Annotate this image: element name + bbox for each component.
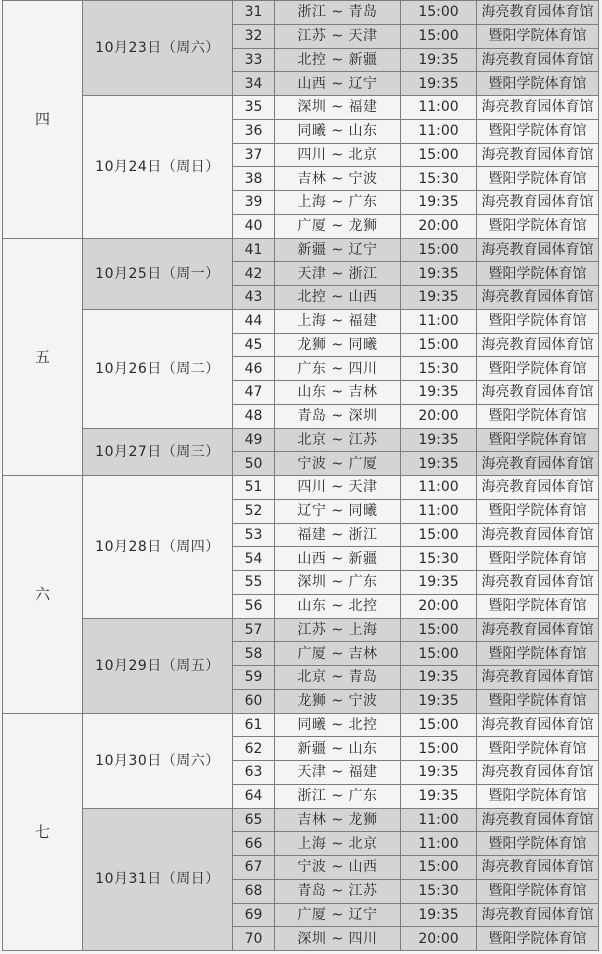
- matchup-cell: 辽宁 ~ 同曦: [275, 499, 401, 523]
- game-number-cell: 66: [233, 832, 275, 856]
- game-number-cell: 40: [233, 214, 275, 238]
- table-row: [3, 309, 599, 333]
- game-number-cell: 69: [233, 903, 275, 927]
- venue-cell: 海亮教育园体育馆: [477, 903, 599, 927]
- game-number-cell: 62: [233, 737, 275, 761]
- game-number-cell: 67: [233, 856, 275, 880]
- date-cell: 10月25日（周一）: [83, 238, 233, 309]
- time-cell: 19:35: [401, 666, 477, 690]
- time-cell: 11:00: [401, 476, 477, 500]
- venue-cell: 暨阳学院体育馆: [477, 927, 599, 951]
- game-number-cell: 36: [233, 119, 275, 143]
- venue-cell: 海亮教育园体育馆: [477, 618, 599, 642]
- venue-cell: 暨阳学院体育馆: [477, 119, 599, 143]
- table-row: [3, 428, 599, 452]
- matchup-cell: 宁波 ~ 广厦: [275, 452, 401, 476]
- venue-cell: 海亮教育园体育馆: [477, 761, 599, 785]
- date-cell: 10月28日（周四）: [83, 476, 233, 619]
- matchup-cell: 广东 ~ 四川: [275, 357, 401, 381]
- table-row: [3, 1, 599, 25]
- time-cell: 15:30: [401, 547, 477, 571]
- venue-cell: 暨阳学院体育馆: [477, 784, 599, 808]
- time-cell: 19:35: [401, 571, 477, 595]
- venue-cell: 暨阳学院体育馆: [477, 24, 599, 48]
- matchup-cell: 青岛 ~ 深圳: [275, 404, 401, 428]
- game-number-cell: 55: [233, 571, 275, 595]
- matchup-cell: 北京 ~ 青岛: [275, 666, 401, 690]
- game-number-cell: 64: [233, 784, 275, 808]
- matchup-cell: 北控 ~ 新疆: [275, 48, 401, 72]
- time-cell: 19:35: [401, 262, 477, 286]
- game-number-cell: 70: [233, 927, 275, 951]
- table-row: [3, 808, 599, 832]
- game-number-cell: 53: [233, 523, 275, 547]
- table-row: [3, 96, 599, 120]
- venue-cell: 暨阳学院体育馆: [477, 642, 599, 666]
- venue-cell: 暨阳学院体育馆: [477, 689, 599, 713]
- time-cell: 15:00: [401, 24, 477, 48]
- matchup-cell: 山西 ~ 辽宁: [275, 72, 401, 96]
- matchup-cell: 深圳 ~ 广东: [275, 571, 401, 595]
- matchup-cell: 江苏 ~ 上海: [275, 618, 401, 642]
- date-cell: 10月24日（周日）: [83, 96, 233, 239]
- date-cell: 10月30日（周六）: [83, 713, 233, 808]
- matchup-cell: 龙狮 ~ 宁波: [275, 689, 401, 713]
- matchup-cell: 广厦 ~ 辽宁: [275, 903, 401, 927]
- game-number-cell: 50: [233, 452, 275, 476]
- table-row: [3, 713, 599, 737]
- venue-cell: 暨阳学院体育馆: [477, 357, 599, 381]
- schedule-body: [3, 1, 599, 951]
- date-cell: 10月31日（周日）: [83, 808, 233, 951]
- venue-cell: 海亮教育园体育馆: [477, 808, 599, 832]
- game-number-cell: 56: [233, 594, 275, 618]
- time-cell: 19:35: [401, 286, 477, 310]
- venue-cell: 海亮教育园体育馆: [477, 476, 599, 500]
- time-cell: 15:00: [401, 238, 477, 262]
- venue-cell: 暨阳学院体育馆: [477, 72, 599, 96]
- matchup-cell: 上海 ~ 广东: [275, 191, 401, 215]
- game-number-cell: 42: [233, 262, 275, 286]
- time-cell: 15:30: [401, 879, 477, 903]
- venue-cell: 海亮教育园体育馆: [477, 96, 599, 120]
- matchup-cell: 天津 ~ 福建: [275, 761, 401, 785]
- venue-cell: 暨阳学院体育馆: [477, 832, 599, 856]
- game-number-cell: 61: [233, 713, 275, 737]
- time-cell: 19:35: [401, 761, 477, 785]
- matchup-cell: 上海 ~ 北京: [275, 832, 401, 856]
- date-cell: 10月29日（周五）: [83, 618, 233, 713]
- game-number-cell: 47: [233, 381, 275, 405]
- game-number-cell: 32: [233, 24, 275, 48]
- game-number-cell: 33: [233, 48, 275, 72]
- time-cell: 15:00: [401, 523, 477, 547]
- matchup-cell: 四川 ~ 天津: [275, 476, 401, 500]
- time-cell: 19:35: [401, 452, 477, 476]
- game-number-cell: 59: [233, 666, 275, 690]
- venue-cell: 暨阳学院体育馆: [477, 737, 599, 761]
- matchup-cell: 浙江 ~ 青岛: [275, 1, 401, 25]
- round-cell: 四: [3, 1, 83, 239]
- matchup-cell: 北京 ~ 江苏: [275, 428, 401, 452]
- venue-cell: 暨阳学院体育馆: [477, 879, 599, 903]
- time-cell: 11:00: [401, 499, 477, 523]
- time-cell: 15:30: [401, 167, 477, 191]
- game-number-cell: 31: [233, 1, 275, 25]
- venue-cell: 海亮教育园体育馆: [477, 523, 599, 547]
- venue-cell: 暨阳学院体育馆: [477, 428, 599, 452]
- time-cell: 15:00: [401, 713, 477, 737]
- time-cell: 19:35: [401, 381, 477, 405]
- venue-cell: 暨阳学院体育馆: [477, 404, 599, 428]
- matchup-cell: 四川 ~ 北京: [275, 143, 401, 167]
- matchup-cell: 天津 ~ 浙江: [275, 262, 401, 286]
- round-cell: 七: [3, 713, 83, 951]
- time-cell: 19:35: [401, 72, 477, 96]
- matchup-cell: 山东 ~ 吉林: [275, 381, 401, 405]
- game-number-cell: 38: [233, 167, 275, 191]
- date-cell: 10月23日（周六）: [83, 1, 233, 96]
- venue-cell: 海亮教育园体育馆: [477, 381, 599, 405]
- game-number-cell: 48: [233, 404, 275, 428]
- matchup-cell: 广厦 ~ 龙狮: [275, 214, 401, 238]
- time-cell: 15:00: [401, 143, 477, 167]
- game-number-cell: 60: [233, 689, 275, 713]
- time-cell: 15:00: [401, 1, 477, 25]
- venue-cell: 暨阳学院体育馆: [477, 499, 599, 523]
- time-cell: 11:00: [401, 832, 477, 856]
- venue-cell: 海亮教育园体育馆: [477, 452, 599, 476]
- table-row: [3, 238, 599, 262]
- matchup-cell: 龙狮 ~ 同曦: [275, 333, 401, 357]
- game-number-cell: 35: [233, 96, 275, 120]
- time-cell: 15:00: [401, 737, 477, 761]
- time-cell: 20:00: [401, 594, 477, 618]
- matchup-cell: 北控 ~ 山西: [275, 286, 401, 310]
- game-number-cell: 52: [233, 499, 275, 523]
- venue-cell: 暨阳学院体育馆: [477, 214, 599, 238]
- game-number-cell: 34: [233, 72, 275, 96]
- schedule-table: [2, 0, 599, 951]
- round-cell: 五: [3, 238, 83, 476]
- time-cell: 11:00: [401, 119, 477, 143]
- game-number-cell: 46: [233, 357, 275, 381]
- matchup-cell: 新疆 ~ 辽宁: [275, 238, 401, 262]
- time-cell: 15:00: [401, 618, 477, 642]
- time-cell: 15:00: [401, 856, 477, 880]
- date-cell: 10月27日（周三）: [83, 428, 233, 476]
- game-number-cell: 63: [233, 761, 275, 785]
- venue-cell: 海亮教育园体育馆: [477, 333, 599, 357]
- time-cell: 19:35: [401, 191, 477, 215]
- time-cell: 15:00: [401, 642, 477, 666]
- game-number-cell: 44: [233, 309, 275, 333]
- venue-cell: 暨阳学院体育馆: [477, 167, 599, 191]
- matchup-cell: 山西 ~ 新疆: [275, 547, 401, 571]
- game-number-cell: 43: [233, 286, 275, 310]
- time-cell: 20:00: [401, 404, 477, 428]
- venue-cell: 暨阳学院体育馆: [477, 594, 599, 618]
- venue-cell: 海亮教育园体育馆: [477, 286, 599, 310]
- game-number-cell: 58: [233, 642, 275, 666]
- date-cell: 10月26日（周二）: [83, 309, 233, 428]
- time-cell: 11:00: [401, 96, 477, 120]
- time-cell: 19:35: [401, 903, 477, 927]
- venue-cell: 海亮教育园体育馆: [477, 191, 599, 215]
- round-cell: 六: [3, 476, 83, 714]
- time-cell: 19:35: [401, 428, 477, 452]
- matchup-cell: 广厦 ~ 吉林: [275, 642, 401, 666]
- matchup-cell: 新疆 ~ 山东: [275, 737, 401, 761]
- matchup-cell: 青岛 ~ 江苏: [275, 879, 401, 903]
- game-number-cell: 49: [233, 428, 275, 452]
- matchup-cell: 山东 ~ 北控: [275, 594, 401, 618]
- matchup-cell: 江苏 ~ 天津: [275, 24, 401, 48]
- time-cell: 19:35: [401, 689, 477, 713]
- matchup-cell: 吉林 ~ 龙狮: [275, 808, 401, 832]
- game-number-cell: 57: [233, 618, 275, 642]
- time-cell: 15:00: [401, 333, 477, 357]
- venue-cell: 海亮教育园体育馆: [477, 1, 599, 25]
- matchup-cell: 浙江 ~ 广东: [275, 784, 401, 808]
- venue-cell: 海亮教育园体育馆: [477, 856, 599, 880]
- time-cell: 20:00: [401, 927, 477, 951]
- matchup-cell: 同曦 ~ 北控: [275, 713, 401, 737]
- matchup-cell: 同曦 ~ 山东: [275, 119, 401, 143]
- game-number-cell: 39: [233, 191, 275, 215]
- matchup-cell: 深圳 ~ 四川: [275, 927, 401, 951]
- venue-cell: 海亮教育园体育馆: [477, 571, 599, 595]
- venue-cell: 海亮教育园体育馆: [477, 666, 599, 690]
- matchup-cell: 福建 ~ 浙江: [275, 523, 401, 547]
- venue-cell: 暨阳学院体育馆: [477, 262, 599, 286]
- game-number-cell: 65: [233, 808, 275, 832]
- game-number-cell: 68: [233, 879, 275, 903]
- game-number-cell: 41: [233, 238, 275, 262]
- matchup-cell: 宁波 ~ 山西: [275, 856, 401, 880]
- time-cell: 15:30: [401, 357, 477, 381]
- time-cell: 20:00: [401, 214, 477, 238]
- game-number-cell: 51: [233, 476, 275, 500]
- matchup-cell: 上海 ~ 福建: [275, 309, 401, 333]
- time-cell: 19:35: [401, 784, 477, 808]
- game-number-cell: 45: [233, 333, 275, 357]
- venue-cell: 暨阳学院体育馆: [477, 309, 599, 333]
- venue-cell: 海亮教育园体育馆: [477, 713, 599, 737]
- venue-cell: 海亮教育园体育馆: [477, 143, 599, 167]
- venue-cell: 海亮教育园体育馆: [477, 238, 599, 262]
- table-row: [3, 476, 599, 500]
- game-number-cell: 37: [233, 143, 275, 167]
- matchup-cell: 深圳 ~ 福建: [275, 96, 401, 120]
- table-row: [3, 618, 599, 642]
- matchup-cell: 吉林 ~ 宁波: [275, 167, 401, 191]
- game-number-cell: 54: [233, 547, 275, 571]
- venue-cell: 海亮教育园体育馆: [477, 48, 599, 72]
- time-cell: 11:00: [401, 808, 477, 832]
- time-cell: 11:00: [401, 309, 477, 333]
- time-cell: 19:35: [401, 48, 477, 72]
- venue-cell: 暨阳学院体育馆: [477, 547, 599, 571]
